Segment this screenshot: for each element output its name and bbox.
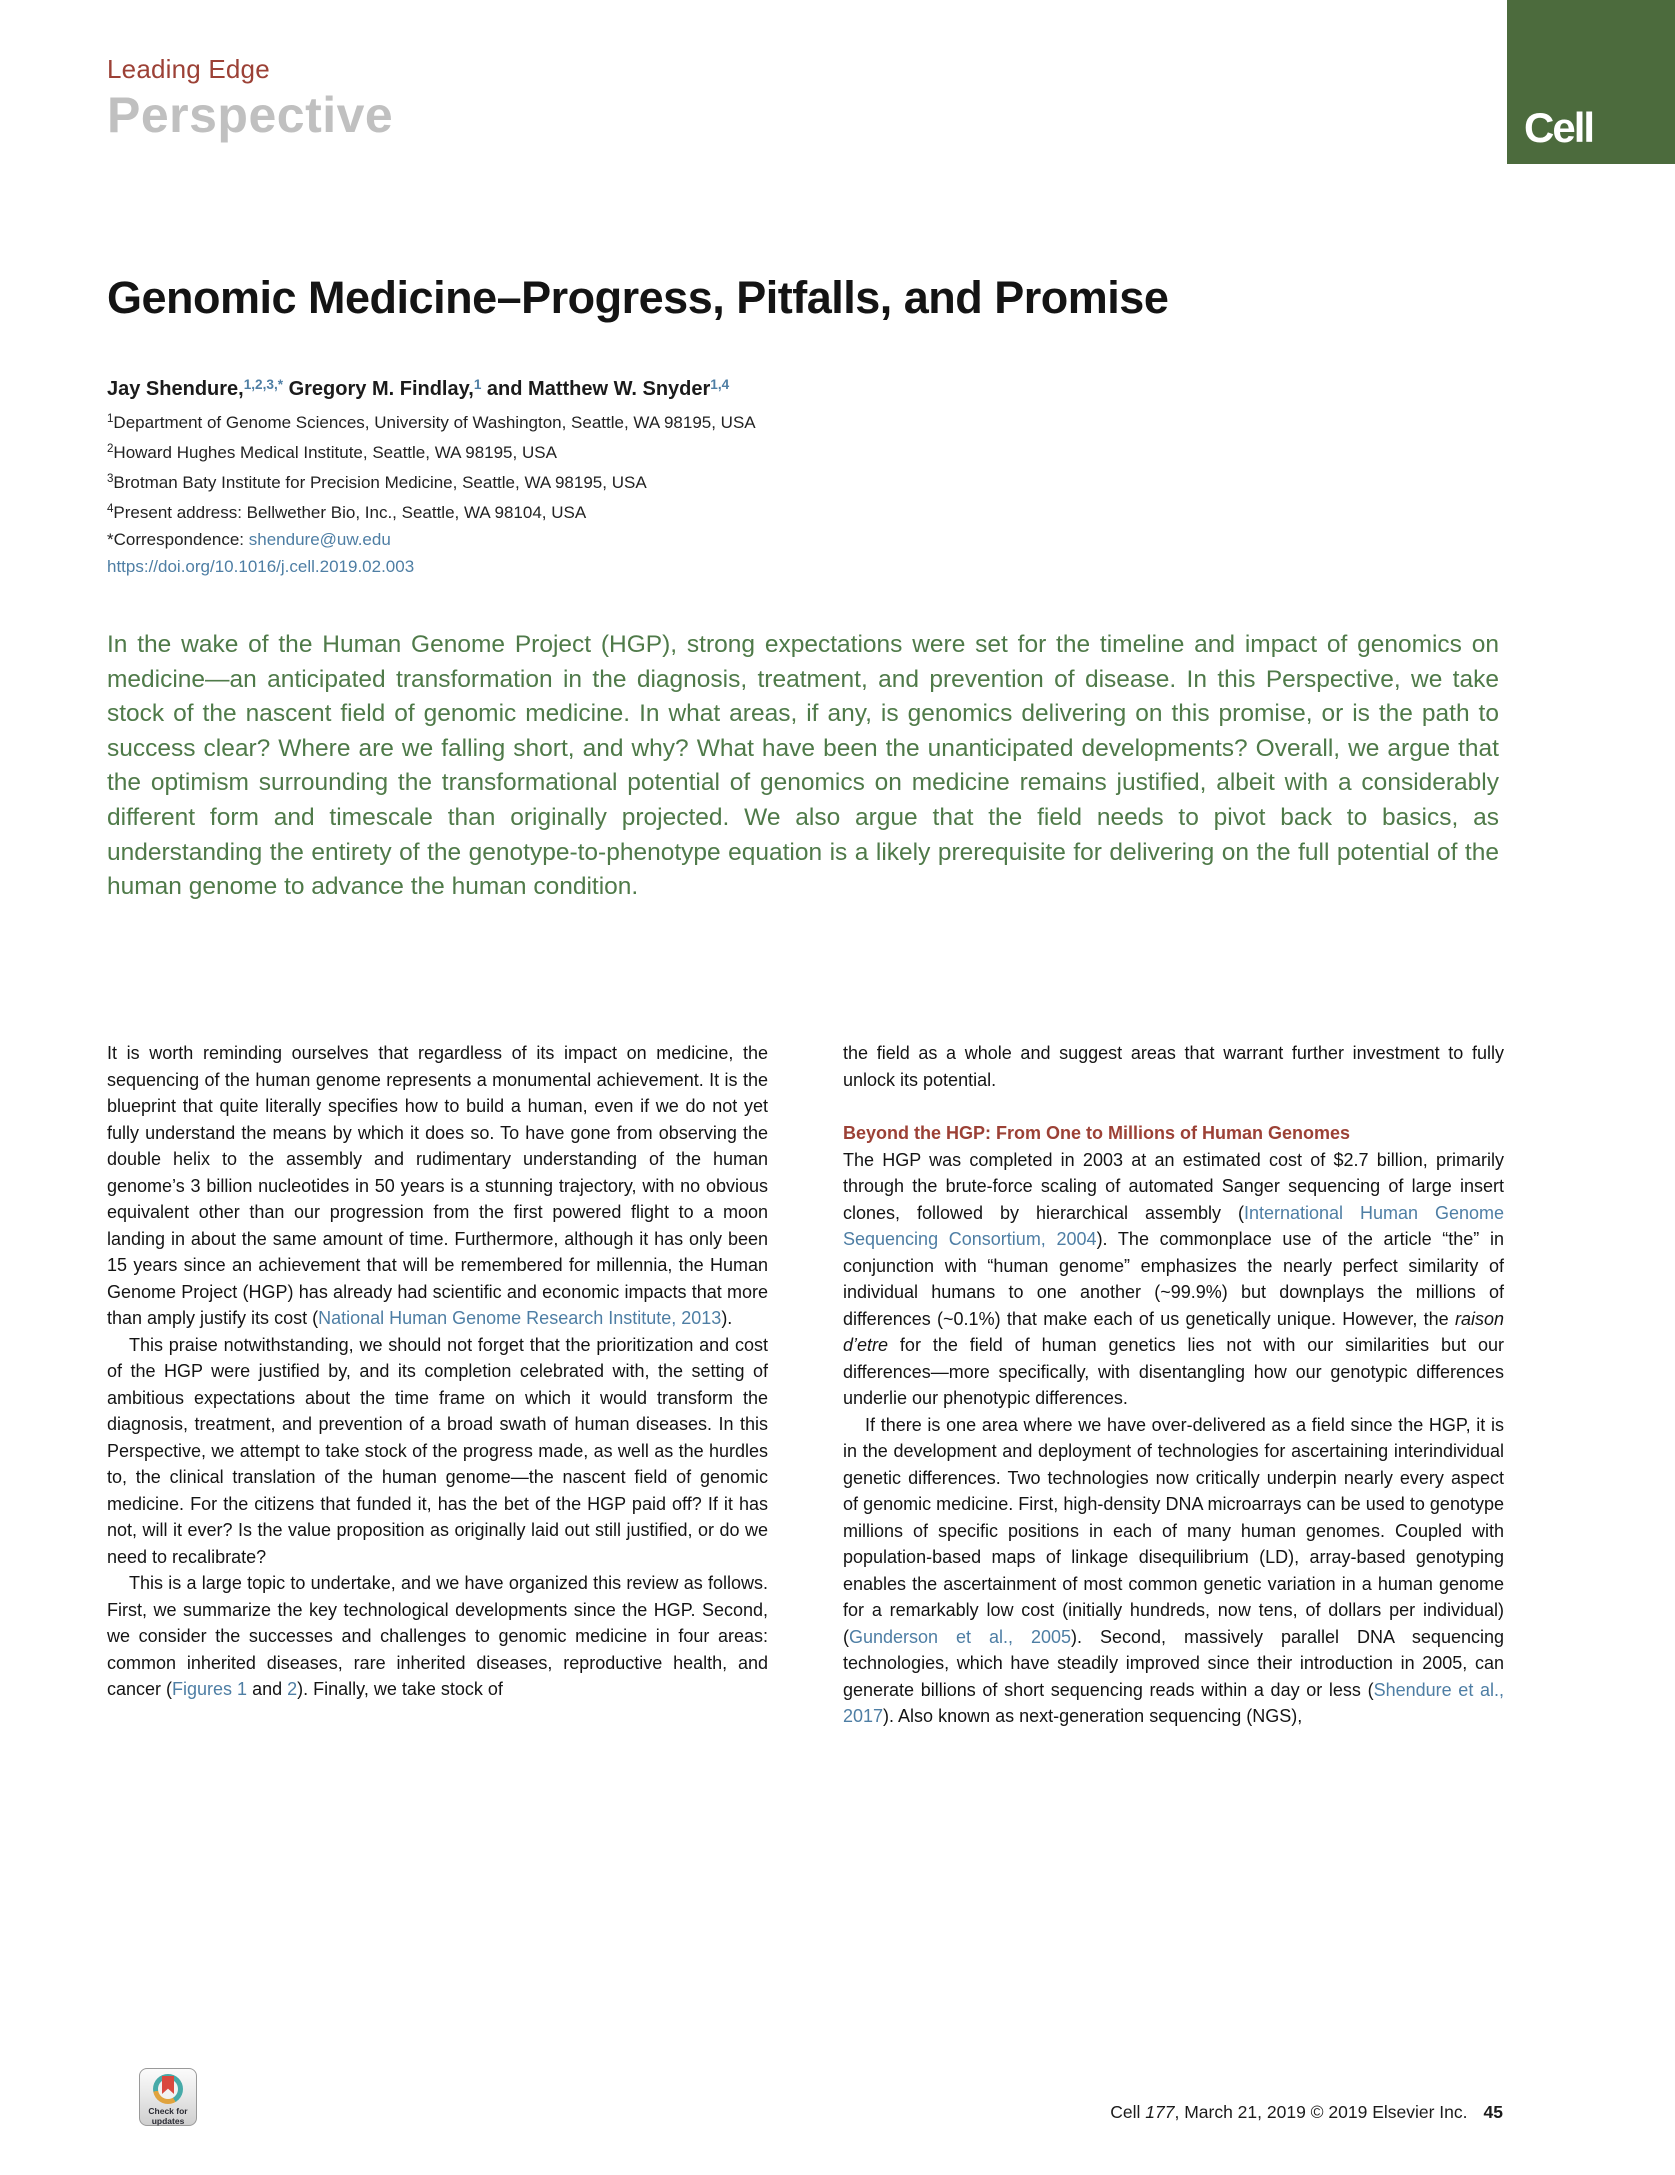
- text-segment: ). Second, massively parallel DNA sequencing technologies, which have steadily improved since their introduction in 2005, can generate billions of short sequencing reads within a day or less (: [843, 1626, 1504, 1700]
- crossmark-label-line1: Check for: [148, 2106, 188, 2116]
- left-column: [107, 1040, 768, 1730]
- correspondence-line: [107, 526, 756, 553]
- inline-link[interactable]: 1: [473, 377, 482, 392]
- text-segment: 45: [1483, 2102, 1503, 2122]
- inline-link[interactable]: 1,2,3,*: [243, 377, 284, 392]
- masthead-kicker: Leading Edge: [107, 54, 270, 84]
- inline-link[interactable]: Shendure et al., 2017: [843, 1679, 1504, 1726]
- body-columns: [107, 1040, 1504, 1730]
- text-segment: 1: [107, 413, 114, 425]
- text-segment: Gregory M. Findlay,: [283, 378, 474, 400]
- cell-journal-logo: [1507, 0, 1675, 164]
- crossmark-label: [140, 2107, 196, 2126]
- text-segment: Howard Hughes Medical Institute, Seattle, WA 98195, USA: [113, 443, 557, 462]
- inline-link[interactable]: shendure@uw.edu: [248, 530, 391, 549]
- check-for-updates-badge[interactable]: [139, 2068, 197, 2126]
- text-segment: for the field of human genetics lies not with our similarities but our differences—more specifically, with disentangling how our genotypic differences underlie our phenotypic differences.: [843, 1335, 1504, 1408]
- masthead-section-name: Perspective: [107, 87, 394, 143]
- doi-line: [107, 553, 756, 580]
- text-segment: 2: [107, 443, 114, 455]
- cell-logo-text: Cell: [1524, 104, 1594, 151]
- text-segment: the field as a whole and suggest areas that warrant further investment to fully unlock its potential.: [843, 1043, 1504, 1090]
- text-segment: Jay Shendure,: [107, 378, 244, 400]
- text-segment: 4: [107, 503, 114, 515]
- inline-link[interactable]: Gunderson et al., 2005: [849, 1626, 1072, 1647]
- page-footer: [1110, 2102, 1503, 2123]
- inline-link[interactable]: 2: [287, 1679, 298, 1699]
- author-line: [107, 377, 729, 401]
- section-heading: [843, 1120, 1504, 1147]
- inline-link[interactable]: National Human Genome Research Institute, 2013: [318, 1308, 722, 1328]
- text-segment: Brotman Baty Institute for Precision Medicine, Seattle, WA 98195, USA: [113, 473, 647, 492]
- affiliation-line: [107, 496, 756, 526]
- paragraph: [107, 1040, 768, 1332]
- affiliation-line: [107, 406, 756, 436]
- text-segment: ). Also known as next-generation sequencing (NGS),: [883, 1706, 1303, 1726]
- text-segment: The HGP was completed in 2003 at an estimated cost of $2.7 billion, primarily through the brute-force scaling of automated Sanger sequencing of large insert clones, followed by hierarchical assembly (: [843, 1149, 1504, 1223]
- text-segment: ). The commonplace use of the article “the” in conjunction with “human genome” emphasizes the nearly perfect similarity of individual humans to one another (~99.9%) but downplays the millions of differences (~0.1%) that make each of us genetically unique. However, the: [843, 1229, 1504, 1329]
- affiliation-line: [107, 466, 756, 496]
- text-segment: ).: [721, 1308, 733, 1328]
- crossmark-label-line2: updates: [151, 2115, 185, 2126]
- inline-link[interactable]: International Human Genome Sequencing Consortium, 2004: [843, 1202, 1504, 1249]
- paragraph: [843, 1147, 1504, 1412]
- abstract-text: In the wake of the Human Genome Project (HGP), strong expectations were set for the timeline and impact of genomics on medicine—an anticipated transformation in the diagnosis, treatment, and prevention of disease. In this Perspective, we take stock of the nascent field of genomic medicine. In what areas, if any, is genomics delivering on this promise, or is the path to success clear? Where are we falling short, and why? What have been the unanticipated developments? Overall, we argue that the optimism surrounding the transformational potential of genomics on medicine remains justified, albeit with a considerably different form and timescale than originally projected. We also argue that the field needs to pivot back to basics, as understanding the entirety of the genotype-to-phenotype equation is a likely prerequisite for delivering on the full potential of the human genome to advance the human condition.: [107, 631, 1499, 901]
- text-segment: 3: [107, 473, 114, 485]
- text-segment: Cell: [1110, 2102, 1146, 2122]
- right-column: [843, 1040, 1504, 1730]
- text-segment: *Correspondence:: [107, 530, 249, 549]
- text-segment: ). Finally, we take stock of: [297, 1679, 503, 1699]
- inline-link[interactable]: 1,4: [710, 377, 730, 392]
- paragraph: [107, 1332, 768, 1571]
- text-segment: and Matthew W. Snyder: [481, 378, 711, 400]
- text-segment: If there is one area where we have over-delivered as a field since the HGP, it is in the development and deployment of technologies for ascertaining interindividual genetic differences. Two technologies now critically underpin nearly every aspect of genomic medicine. First, high-density DNA microarrays can be used to genotype millions of specific positions in each of many human genomes. Coupled with population-based maps of linkage disequilibrium (LD), array-based genotyping enables the ascertainment of most common genetic variation in a human genome for a remarkably low cost (initially hundreds, now tens, of dollars per individual) (: [843, 1414, 1504, 1647]
- text-segment: This is a large topic to undertake, and we have organized this review as follows. First, we summarize the key technological developments since the HGP. Second, we consider the successes and challenges to genomic medicine in four areas: common inherited diseases, rare inherited diseases, reproductive health, and cancer (: [107, 1573, 768, 1699]
- text-segment: , March 21, 2019 © 2019 Elsevier Inc.: [1174, 2102, 1468, 2122]
- article-title: Genomic Medicine–Progress, Pitfalls, and Promise: [107, 272, 1169, 323]
- paragraph: [843, 1412, 1504, 1730]
- inline-link[interactable]: https://doi.org/10.1016/j.cell.2019.02.003: [107, 557, 415, 576]
- masthead: [107, 54, 393, 144]
- crossmark-logo-icon: [153, 2074, 183, 2104]
- text-segment: and: [247, 1679, 288, 1699]
- affiliations-block: [107, 406, 756, 580]
- text-segment: It is worth reminding ourselves that regardless of its impact on medicine, the sequencing of the human genome represents a monumental achievement. It is the blueprint that quite literally specifies how to build a human, even if we do not yet fully understand the means by which it does so. To have gone from observing the double helix to the assembly and rudimentary understanding of the human genome’s 3 billion nucleotides in 50 years is a stunning trajectory, with no obvious equivalent other than our progression from the first powered flight to a moon landing in about the same amount of time. Furthermore, although it has only been 15 years since an achievement that will be remembered for millennia, the Human Genome Project (HGP) has already had scientific and economic impacts that more than amply justify its cost (: [107, 1043, 768, 1328]
- paragraph: [843, 1040, 1504, 1093]
- text-segment: Present address: Bellwether Bio, Inc., Seattle, WA 98104, USA: [113, 503, 587, 522]
- paragraph: [107, 1570, 768, 1703]
- text-segment: This praise notwithstanding, we should not forget that the prioritization and cost of the HGP were justified by, and its completion celebrated with, the setting of ambitious expectations about the time frame on which it would transform the diagnosis, treatment, and prevention of a broad swath of human diseases. In this Perspective, we attempt to take stock of the progress made, as well as the hurdles to, the clinical translation of the human genome—the nascent field of genomic medicine. For the citizens that funded it, has the bet of the HGP paid off? If it has not, will it ever? Is the value proposition as originally laid out still justified, or do we need to recalibrate?: [107, 1334, 768, 1567]
- text-segment: Department of Genome Sciences, University of Washington, Seattle, WA 98195, USA: [113, 413, 756, 432]
- text-segment: raison d’etre: [843, 1308, 1504, 1355]
- inline-link[interactable]: Figures 1: [172, 1679, 248, 1699]
- text-segment: 177: [1145, 2102, 1175, 2122]
- text-segment: Beyond the HGP: From One to Millions of Human Genomes: [843, 1123, 1351, 1143]
- affiliation-line: [107, 436, 756, 466]
